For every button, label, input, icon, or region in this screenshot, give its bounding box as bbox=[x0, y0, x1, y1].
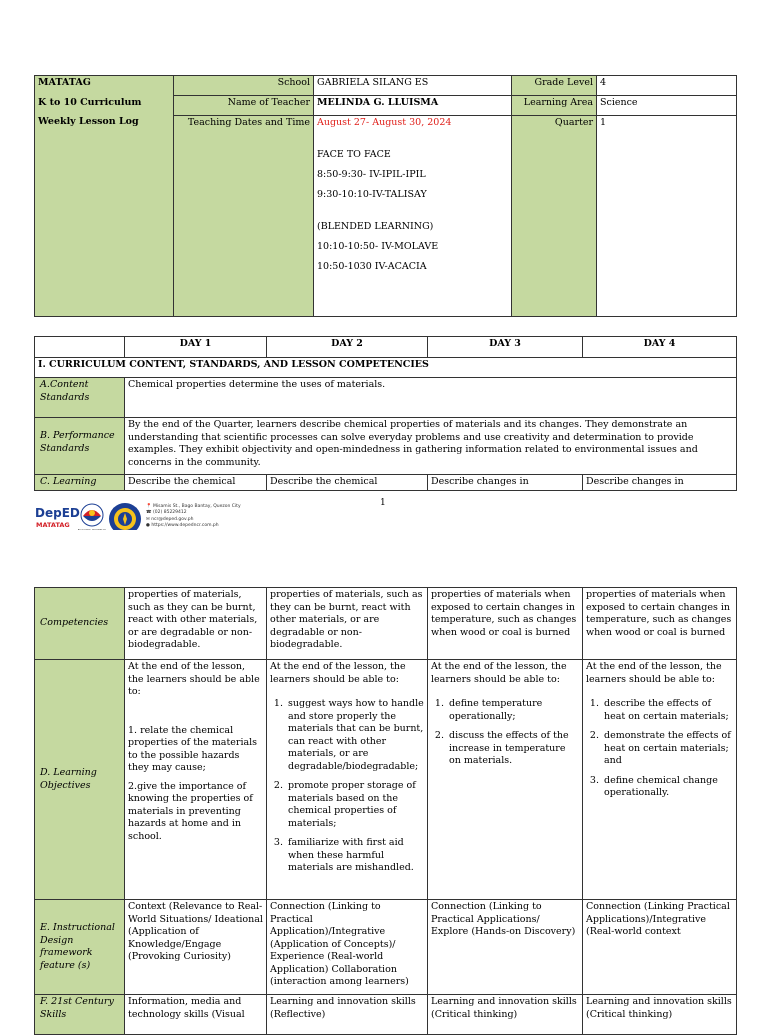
teacher-label: Name of Teacher bbox=[174, 96, 314, 116]
content-standards-text: Chemical properties determine the uses of materials. bbox=[125, 378, 737, 418]
schedule-line: 10:50-1030 IV-ACACIA bbox=[317, 261, 427, 272]
objective-item: 1. relate the chemical properties of the materials to the possible hazards they may cause; bbox=[128, 724, 258, 773]
objectives-intro: At the end of the lesson, the learners should be able to: bbox=[270, 661, 406, 685]
days-corner bbox=[35, 337, 125, 358]
competency-day-4: properties of materials when exposed to certain changes in temperature, such as changes when wood or coal is burned bbox=[583, 588, 737, 660]
competency-day-1: properties of materials, such as they can be burnt, react with other materials, or are degradable or non-biodegradable. bbox=[125, 588, 267, 660]
objectives-intro: At the end of the lesson, the learners should be able to: bbox=[431, 661, 567, 685]
competency-day-2-start: Describe the chemical bbox=[267, 475, 428, 491]
objective-item: 2. promote proper storage of materials based on the chemical properties of materials; bbox=[286, 780, 424, 830]
area-value: Science bbox=[597, 96, 737, 116]
competencies-label: Competencies bbox=[35, 588, 125, 660]
bagong-pilipinas-logo bbox=[78, 502, 106, 532]
label-text: Content Standards bbox=[40, 379, 90, 403]
objectives-day-2 bbox=[267, 660, 428, 900]
title-line-2: K to 10 Curriculum bbox=[38, 96, 142, 108]
objectives-day-4 bbox=[583, 660, 737, 900]
area-label: Learning Area bbox=[512, 96, 597, 116]
page-gap bbox=[0, 530, 768, 587]
performance-standards-label: B. Performance Standards bbox=[35, 418, 125, 475]
design-day-3: Connection (Linking to Practical Applications/ Explore (Hands-on Discovery) bbox=[428, 900, 583, 995]
content-standards-label bbox=[35, 378, 125, 418]
title-line-1: MATATAG bbox=[38, 77, 91, 88]
header-table bbox=[34, 75, 737, 317]
schedule-line: (BLENDED LEARNING) bbox=[317, 221, 434, 232]
skills-day-1: Information, media and technology skills (Visual bbox=[125, 995, 267, 1035]
label-letter: A. bbox=[40, 379, 50, 390]
page-2 bbox=[0, 587, 768, 1024]
design-day-4: Connection (Linking Practical Applications)/Integrative (Real-world context bbox=[583, 900, 737, 995]
teaching-dates: August 27- August 30, 2024 bbox=[317, 117, 452, 128]
objective-item: 3. familiarize with first aid when these harmful materials are mishandled. bbox=[286, 837, 424, 875]
page-number: 1 bbox=[380, 498, 386, 508]
section-1-title: I. CURRICULUM CONTENT, STANDARDS, AND LESSON COMPETENCIES bbox=[35, 358, 737, 378]
design-day-1: Context (Relevance to Real-World Situations/ Ideational (Application of Knowledge/Engage (Provoking Curiosity) bbox=[125, 900, 267, 995]
dates-schedule-cell bbox=[314, 116, 512, 317]
competency-day-1-start: Describe the chemical bbox=[125, 475, 267, 491]
schedule-line: FACE TO FACE bbox=[317, 149, 391, 160]
objective-item: 1. define temperature operationally; bbox=[447, 698, 579, 723]
learning-competencies-label: C. Learning bbox=[35, 475, 125, 491]
skills-day-3: Learning and innovation skills (Critical thinking) bbox=[428, 995, 583, 1035]
continuation-table bbox=[34, 587, 737, 1035]
quarter-label: Quarter bbox=[512, 116, 597, 317]
day-1-header: DAY 1 bbox=[125, 337, 267, 358]
log-title bbox=[35, 76, 174, 317]
competency-day-2: properties of materials, such as they can be burnt, react with other materials, or are degradable or non-biodegradable. bbox=[267, 588, 428, 660]
competency-day-3: properties of materials when exposed to certain changes in temperature, such as changes when wood or coal is burned bbox=[428, 588, 583, 660]
deped-logo bbox=[34, 502, 80, 532]
footer-address: 📍 Misamis St., Bago Bantay, Quezon City bbox=[146, 504, 241, 509]
objective-item: 2. discuss the effects of the increase in temperature on materials. bbox=[447, 730, 579, 768]
learning-objectives-label: D. Learning Objectives bbox=[35, 660, 125, 900]
day-3-header: DAY 3 bbox=[428, 337, 583, 358]
days-table bbox=[34, 336, 737, 491]
grade-label: Grade Level bbox=[512, 76, 597, 96]
objectives-intro: At the end of the lesson, the learners should be able to: bbox=[586, 661, 722, 685]
svg-text:DepED: DepED bbox=[35, 506, 80, 520]
footer-email[interactable]: ✉ ncr@deped.gov.ph bbox=[146, 516, 194, 522]
objectives-day-3 bbox=[428, 660, 583, 900]
school-value: GABRIELA SILANG ES bbox=[314, 76, 512, 96]
objective-item: 2. demonstrate the effects of heat on certain materials; and bbox=[602, 730, 733, 768]
skills-day-2: Learning and innovation skills (Reflective) bbox=[267, 995, 428, 1035]
quarter-value: 1 bbox=[597, 116, 737, 317]
school-label: School bbox=[174, 76, 314, 96]
performance-standards-text: By the end of the Quarter, learners describe chemical properties of materials and its changes. They demonstrate an understanding that scientific processes can solve everyday problems and use creativity and determination to provide examples. They exhibit objectivity and open-mindedness in gathering information related to environmental issues and concerns in the community. bbox=[125, 418, 737, 475]
dates-label: Teaching Dates and Time bbox=[174, 116, 314, 317]
grade-value: 4 bbox=[597, 76, 737, 96]
objectives-intro: At the end of the lesson, the learners should be able to: bbox=[128, 661, 260, 697]
skills-day-4: Learning and innovation skills (Critical thinking) bbox=[583, 995, 737, 1035]
footer-contact bbox=[146, 504, 241, 529]
instructional-design-label: E. Instructional Design framework feature (s) bbox=[35, 900, 125, 995]
teacher-value: MELINDA G. LLUISMA bbox=[314, 96, 512, 116]
objective-item: 3. define chemical change operationally. bbox=[602, 775, 733, 800]
schedule-line: 8:50-9:30- IV-IPIL-IPIL bbox=[317, 169, 426, 180]
day-2-header: DAY 2 bbox=[267, 337, 428, 358]
design-day-2: Connection (Linking to Practical Application)/Integrative (Application of Concepts)/ Experience (Real-world Application) Collaboration (interaction among learners) bbox=[267, 900, 428, 995]
schedule-line: 10:10-10:50- IV-MOLAVE bbox=[317, 241, 439, 252]
objective-item: 1. suggest ways how to handle and store properly the materials that can be burnt, can react with other materials, or are degradable/biodegradable; bbox=[286, 698, 424, 773]
century-skills-label: F. 21st Century Skills bbox=[35, 995, 125, 1035]
competency-day-4-start: Describe changes in bbox=[583, 475, 737, 491]
footer-web[interactable]: ● https://www.depedncr.com.ph bbox=[146, 522, 219, 528]
objectives-day-1 bbox=[125, 660, 267, 900]
competency-day-3-start: Describe changes in bbox=[428, 475, 583, 491]
title-line-3: Weekly Lesson Log bbox=[38, 116, 139, 127]
svg-text:MATATAG: MATATAG bbox=[36, 521, 70, 529]
day-4-header: DAY 4 bbox=[583, 337, 737, 358]
objective-item: 1. describe the effects of heat on certain materials; bbox=[602, 698, 733, 723]
schedule-line: 9:30-10:10-IV-TALISAY bbox=[317, 189, 427, 200]
objective-item: 2.give the importance of knowing the properties of materials in preventing hazards at home and in school. bbox=[128, 780, 253, 842]
footer-phone: ☎ (02) 85229412 bbox=[146, 510, 187, 516]
